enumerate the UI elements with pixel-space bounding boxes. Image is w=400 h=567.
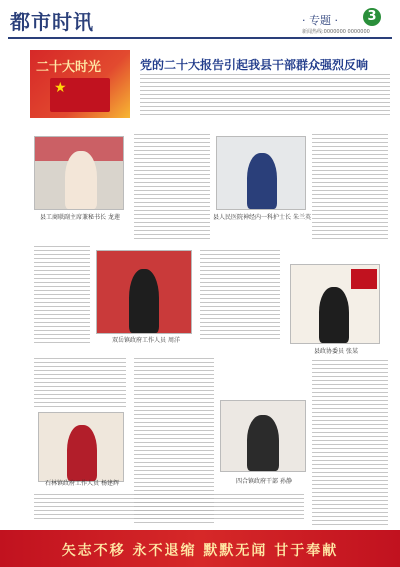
newspaper-logo: 都市时讯 xyxy=(10,10,94,34)
column-text-1 xyxy=(134,134,210,239)
portrait-figure xyxy=(247,415,279,471)
portrait-figure xyxy=(67,425,97,481)
photo-caption-6: 四合镇政府干部 孙静 xyxy=(236,478,292,485)
footer-slogan: 矢志不移 永不退缩 默默无闻 甘于奉献 xyxy=(61,543,339,559)
photo-interviewee-5 xyxy=(38,412,124,482)
photo-caption-3: 双岳镇政府工作人员 周洋 xyxy=(112,337,180,344)
page-number-badge: 3 xyxy=(363,8,381,26)
portrait-figure xyxy=(129,269,159,333)
photo-caption-2: 县人民医院神经内一科护士长 朱兰英 xyxy=(213,214,311,221)
article-headline: 党的二十大报告引起我县干部群众强烈反响 xyxy=(140,58,369,72)
masthead xyxy=(10,6,390,34)
column-text-2 xyxy=(312,134,388,239)
twentieth-congress-banner xyxy=(30,50,130,118)
column-text-5 xyxy=(34,358,126,410)
portrait-figure xyxy=(65,151,97,209)
masthead-subinfo: 新闻热线:0000000 0000000 xyxy=(302,29,370,35)
portrait-figure xyxy=(247,153,277,209)
photo-caption-4: 县政协委员 张某 xyxy=(314,348,358,355)
star-icon: ★ xyxy=(54,80,67,96)
photo-interviewee-2 xyxy=(216,136,306,210)
photo-interviewee-4 xyxy=(290,264,380,344)
banner-title: 二十大时光 xyxy=(36,60,102,75)
masthead-divider xyxy=(8,37,392,39)
photo-caption-5: 石林镇政府工作人员 杨建辉 xyxy=(45,480,119,487)
photo-interviewee-1 xyxy=(34,136,124,210)
column-text-4 xyxy=(200,250,280,340)
column-text-8 xyxy=(34,494,304,522)
photo-caption-1: 县工商联副主席兼秘书长 龙莲 xyxy=(40,214,120,221)
portrait-figure xyxy=(319,287,349,343)
photo-interviewee-3 xyxy=(96,250,192,334)
column-text-3 xyxy=(34,246,90,346)
photo-interviewee-6 xyxy=(220,400,306,472)
lead-paragraph xyxy=(140,74,390,118)
column-text-7 xyxy=(312,360,388,525)
flag-image xyxy=(351,269,377,289)
section-label: · 专题 · xyxy=(302,14,338,27)
party-flag-image xyxy=(50,78,110,112)
